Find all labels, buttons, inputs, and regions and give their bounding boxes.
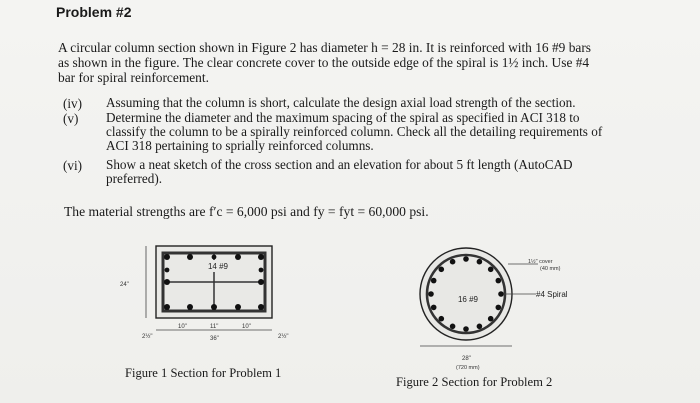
fig1-dim-width: 24" xyxy=(120,282,129,288)
fig1-dim-bottom-right: 10" xyxy=(242,324,251,330)
item-number-iv: (iv) xyxy=(63,96,83,111)
item-iv-text xyxy=(106,96,576,110)
item-v-text xyxy=(106,111,602,153)
material-strengths: The material strengths are f′c = 6,000 psi and fy = fyt = 60,000 psi. xyxy=(64,204,429,219)
fig2-diameter-mm: (720 mm) xyxy=(456,365,480,371)
fig2-spiral-label: #4 Spiral xyxy=(536,290,568,299)
fig1-cover-left: 2½" xyxy=(142,334,153,340)
item-vi-line-2: preferred). xyxy=(106,171,163,186)
item-vi-text xyxy=(106,158,573,186)
fig1-bars-label: 14 #9 xyxy=(207,262,229,271)
fig1-dim-total: 36" xyxy=(210,336,219,342)
fig2-cover-mm: (40 mm) xyxy=(540,266,561,272)
item-number-vi: (vi) xyxy=(63,158,83,173)
figure-1-section-drawing xyxy=(118,238,308,350)
problem-title: Problem #2 xyxy=(56,4,132,20)
fig2-diameter: 28" xyxy=(462,356,471,362)
fig2-bars-label: 16 #9 xyxy=(457,295,479,304)
item-number-v: (v) xyxy=(63,111,79,126)
fig1-dim-bottom-mid: 11" xyxy=(210,324,219,330)
problem-statement xyxy=(58,40,658,85)
figure-2-section-drawing xyxy=(408,242,592,372)
figure-1-caption: Figure 1 Section for Problem 1 xyxy=(125,366,282,380)
item-iv-line-1: Assuming that the column is short, calculate the design axial load strength of the section. xyxy=(106,95,576,110)
fig1-cover-right: 2½" xyxy=(278,334,289,340)
item-v-line-3: ACI 318 pertaining to sprially reinforced columns. xyxy=(106,138,374,153)
fig2-cover-label: 1½" cover xyxy=(528,259,553,265)
item-v-line-2: classify the column to be a spirally reinforced column. Check all the detailing requirements of xyxy=(106,124,603,139)
fig1-dim-bottom-left: 10" xyxy=(178,324,187,330)
statement-line-2: as shown in the figure. The clear concrete cover to the outside edge of the spiral is 1½ inch. Use #4 xyxy=(58,55,590,70)
item-vi-line-1: Show a neat sketch of the cross section and an elevation for about 5 ft length (AutoCAD xyxy=(106,157,573,172)
item-v-line-1: Determine the diameter and the maximum spacing of the spiral as specified in ACI 318 to xyxy=(106,110,580,125)
statement-line-3: bar for spiral reinforcement. xyxy=(58,70,209,85)
statement-line-1: A circular column section shown in Figure 2 has diameter h = 28 in. It is reinforced with 16 #9 bars xyxy=(58,40,592,55)
figure-2-caption: Figure 2 Section for Problem 2 xyxy=(396,375,553,389)
